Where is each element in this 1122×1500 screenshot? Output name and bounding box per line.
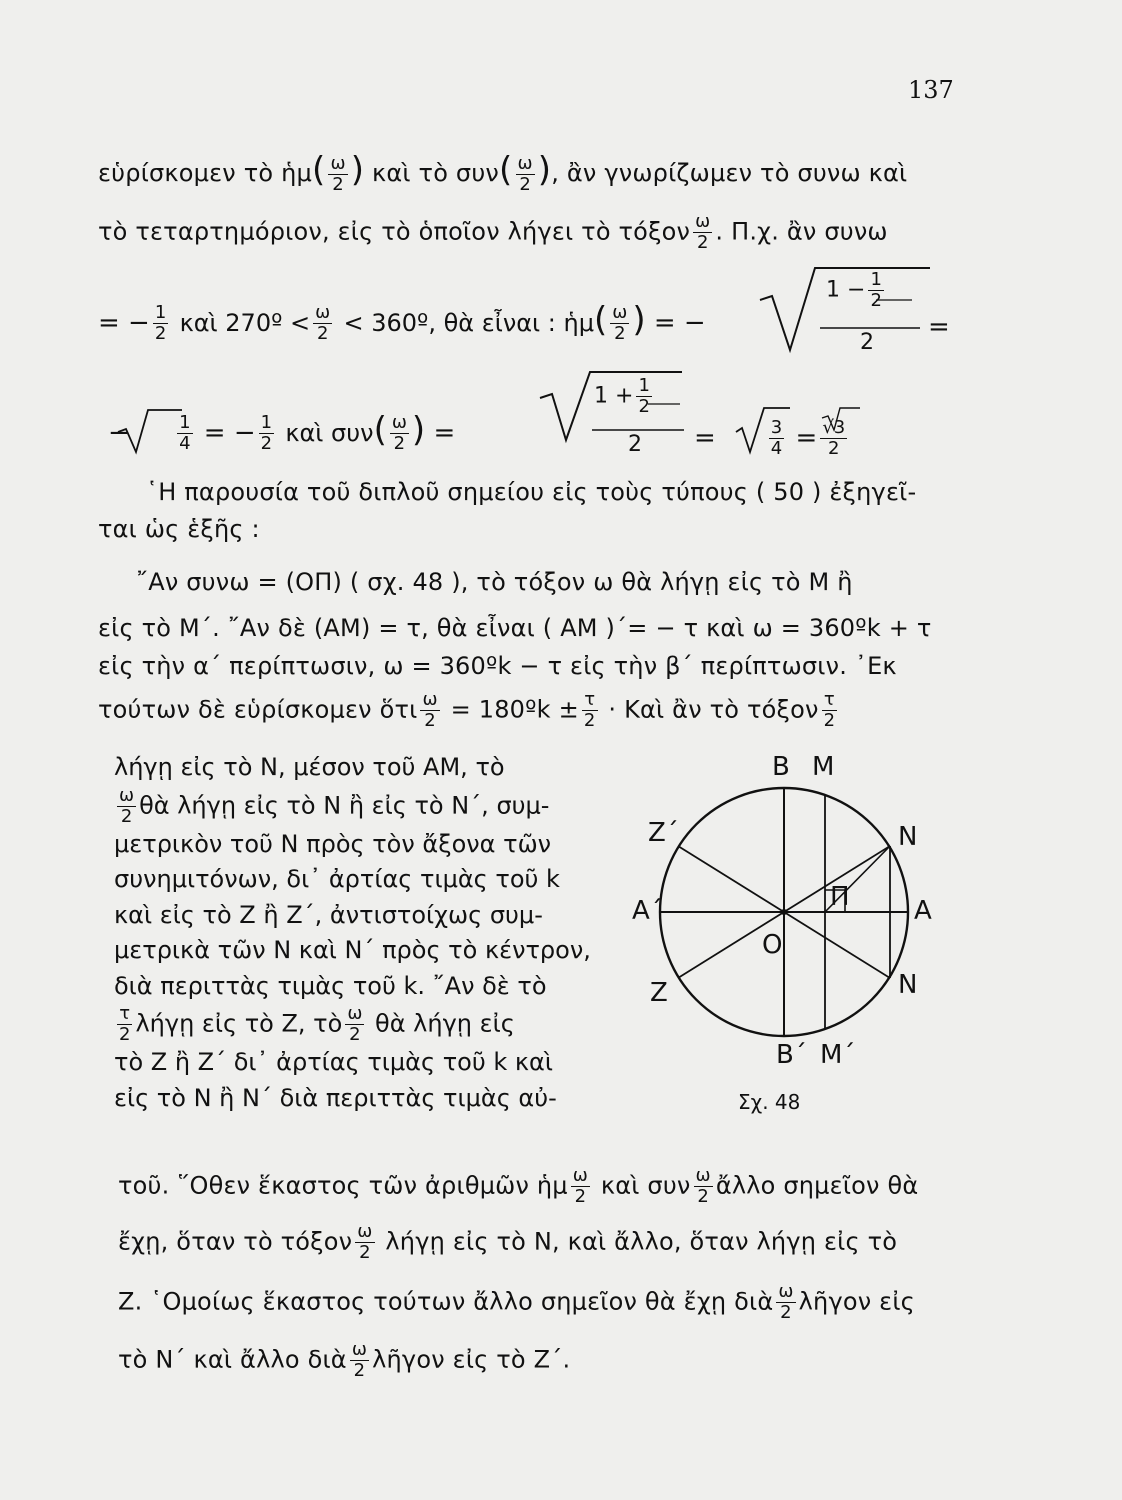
label-m: Μ: [812, 752, 835, 782]
radical-1-denominator: 2: [860, 330, 874, 355]
fraction-omega-2: $\frac{\omega}{2}$: [330, 152, 346, 195]
closing-line-4: τὸ Ν΄ καὶ ἄλλο διὰ $\frac{\omega}{2}$ λῆγον εἰς τὸ Ζ΄.: [118, 1339, 571, 1381]
radical-2-content: 1 + $\frac{1}{2}$: [594, 375, 650, 417]
label-n-top: Ν: [898, 822, 918, 852]
equation-line-2a: − $\frac{1}{4}$ = − $\frac{1}{2}$ καὶ συν( $\frac{\omega}{2}$ ) =: [108, 410, 456, 454]
label-pi: Π: [830, 882, 850, 912]
radical-2-denominator: 2: [628, 432, 642, 457]
text-line-1: εὑρίσκομεν τὸ ἡμ( $\frac{\omega}{2}$ ) καὶ τὸ συν( $\frac{\omega}{2}$ ), ἂν γνωρίζωμεν τὸ συνω καὶ: [98, 150, 908, 195]
center-point: [781, 909, 787, 915]
label-z-prime: Ζ΄: [648, 818, 679, 848]
paragraph-2-line-4: τούτων δὲ εὑρίσκομεν ὅτι $\frac{\omega}{2}$ = 180ºk ± $\frac{\tau}{2}$ · Καὶ ἂν τὸ τόξον $\frac{\tau}{2}$: [98, 689, 836, 731]
paragraph-2-line-2: εἰς τὸ Μ΄. ῎Αν δὲ (ΑΜ) = τ, θὰ εἶναι ( ΑΜ )΄= − τ καὶ ω = 360ºk + τ: [98, 614, 932, 642]
paragraph-2-line-1: ῎Αν συνω = (ΟΠ) ( σχ. 48 ), τὸ τόξον ω θὰ λήγῃ εἰς τὸ Μ ἢ: [136, 568, 853, 596]
equation-line-2b: = $\frac{3}{4}$ = $\frac{√3}{2}$: [694, 417, 846, 459]
equals-sign: =: [928, 312, 950, 342]
label-a-prime: Α΄: [632, 896, 663, 926]
page-number: 137: [908, 76, 954, 104]
closing-line-1: τοῦ. ῞Οθεν ἕκαστος τῶν ἀριθμῶν ἡμ $\frac{\omega}{2}$ καὶ συν $\frac{\omega}{2}$ ἄλλο σημεῖον θὰ: [118, 1165, 919, 1207]
equation-line-1: = − $\frac{1}{2}$ καὶ 270º < $\frac{\omega}{2}$ < 360º, θὰ εἶναι : ἡμ( $\frac{\omega}{2}$ ) = −: [98, 300, 706, 344]
figure-caption: Σχ. 48: [738, 1090, 801, 1114]
radical-1-content: 1 − $\frac{1}{2}$: [826, 269, 882, 311]
paragraph-1-line-2: ται ὡς ἑξῆς :: [98, 515, 260, 543]
label-a: Α: [914, 896, 932, 926]
paragraph-1-line-1: ῾Η παρουσία τοῦ διπλοῦ σημείου εἰς τοὺς τύπους ( 50 ) ἐξηγεῖ-: [146, 478, 917, 506]
text-line-2: τὸ τεταρτημόριον, εἰς τὸ ὁποῖον λήγει τὸ τόξον $\frac{\omega}{2}$ . Π.χ. ἂν συνω: [98, 211, 888, 253]
figure-wrapped-text: λήγῃ εἰς τὸ Ν, μέσον τοῦ ΑΜ, τὸ $\frac{\omega}{2}$ θὰ λήγῃ εἰς τὸ Ν ἢ εἰς τὸ Ν΄, συμ- μετρικὸν τοῦ Ν πρὸς τὸν ἄξονα τῶν συνημιτόνων, δι᾿ ἀρτίας τιμὰς τοῦ k καὶ εἰς τὸ Ζ ἢ Ζ΄, ἀντιστοίχως συμ- μετρικὰ τῶν Ν καὶ Ν΄ πρὸς τὸ κέντρον, διὰ περιττὰς τιμὰς τοῦ k. ῎Αν δὲ τὸ $\frac{\tau}{2}$ λήγῃ εἰς τὸ Ζ, τὸ $\frac{\omega}{2}$ θὰ λήγῃ εἰς τὸ Ζ ἢ Ζ΄ δι᾿ ἀρτίας τιμὰς τοῦ k καὶ εἰς τὸ Ν ἢ Ν΄ διὰ περιττὰς τιμὰς αὐ-: [114, 753, 591, 1112]
label-o: Ο: [762, 930, 783, 960]
label-n-bottom: Ν: [898, 970, 918, 1000]
paragraph-2-line-3: εἰς τὴν α΄ περίπτωσιν, ω = 360ºk − τ εἰς τὴν β΄ περίπτωσιν. ᾿Εκ: [98, 652, 897, 680]
closing-line-2: ἔχῃ, ὅταν τὸ τόξον $\frac{\omega}{2}$ λήγῃ εἰς τὸ Ν, καὶ ἄλλο, ὅταν λήγῃ εἰς τὸ: [118, 1221, 898, 1263]
label-m-prime: Μ΄: [820, 1040, 856, 1070]
label-b: Β: [772, 752, 790, 782]
label-b-prime: Β΄: [776, 1040, 807, 1070]
closing-line-3: Ζ. ῾Ομοίως ἕκαστος τούτων ἄλλο σημεῖον θὰ ἔχῃ διὰ $\frac{\omega}{2}$ λῆγον εἰς: [118, 1281, 915, 1323]
label-z: Ζ: [650, 978, 668, 1008]
